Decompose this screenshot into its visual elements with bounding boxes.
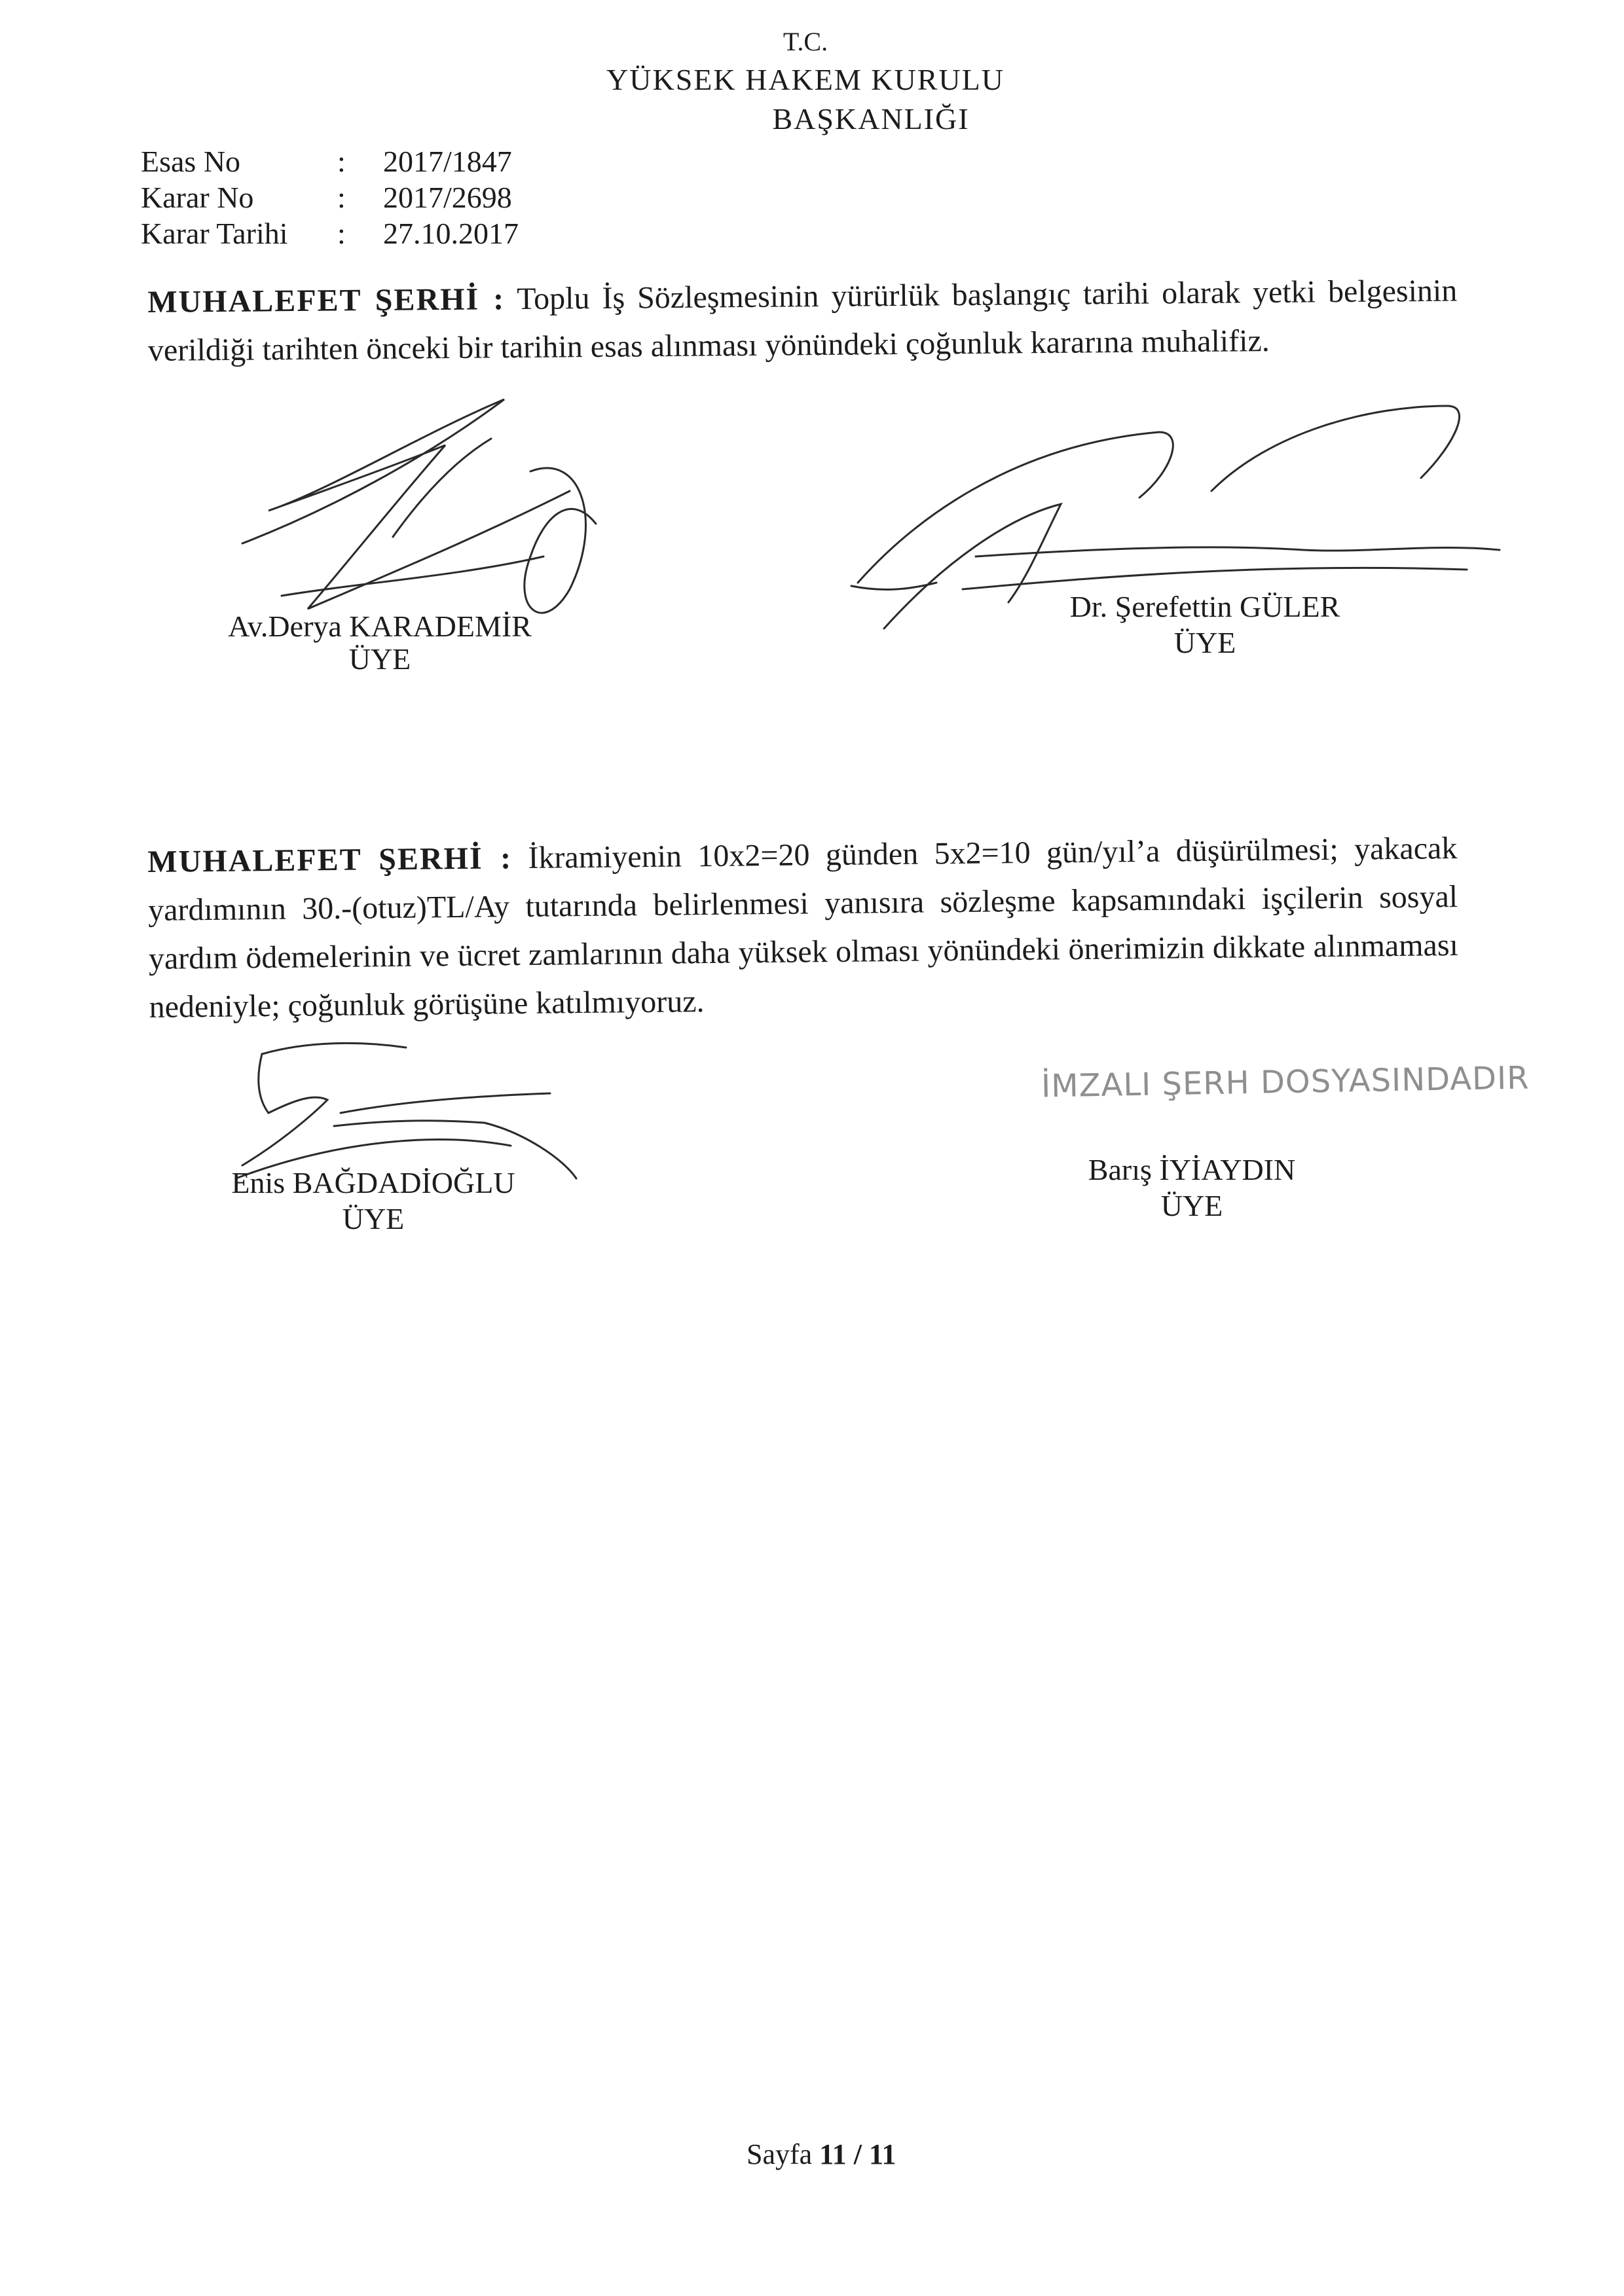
esas-value: 2017/1847: [383, 145, 512, 178]
signatory-role-2: ÜYE: [1173, 626, 1236, 659]
karar-value: 2017/2698: [383, 181, 512, 214]
signatory-name-4: Barış İYİAYDIN: [1088, 1153, 1296, 1186]
page-footer: [747, 2138, 896, 2171]
dissent-heading: MUHALEFET ŞERHİ :: [147, 282, 506, 319]
tarih-value: 27.10.2017: [383, 217, 519, 250]
esas-label: Esas No: [141, 145, 241, 178]
signatory-role-3: ÜYE: [342, 1202, 405, 1235]
signatory-name-1: Av.Derya KARADEMİR: [228, 610, 532, 643]
dissent-paragraph-1: [147, 267, 1458, 375]
karar-label: Karar No: [141, 181, 254, 214]
dissent-text: Toplu İş Sözleşmesinin yürürlük başlangıç tarihi olarak yetki belgesinin verildiği tarihten önceki bir tarihin esas alınması yönündeki çoğunluk kararına muhalifiz.: [147, 273, 1458, 368]
dissent-paragraph-2: [147, 824, 1459, 1032]
signatory-role-1: ÜYE: [348, 642, 411, 676]
page-number: 11 / 11: [819, 2138, 896, 2170]
footer-prefix: Sayfa: [747, 2138, 813, 2170]
meta-tarih-row: [141, 216, 519, 251]
colon: :: [337, 217, 346, 250]
colon: :: [337, 145, 346, 178]
tarih-label: Karar Tarihi: [141, 217, 288, 250]
colon: :: [337, 181, 346, 214]
dissent-text: İkramiyenin 10x2=20 günden 5x2=10 gün/yıl’a düşürülmesi; yakacak yardımının 30.-(otuz)TL/Ay tutarında belirlenmesi yanısıra sözleşme kapsamındaki işçilerin sosyal yardım ödemelerinin ve ücret zamlarının daha yüksek olması yönündeki önerimizin dikkate alınmaması nedeniyle; çoğunluk görüşüne katılmıyoruz.: [147, 831, 1459, 1025]
dissent-heading: MUHALEFET ŞERHİ :: [147, 841, 513, 879]
signatory-name-3: Enis BAĞDADİOĞLU: [231, 1166, 515, 1199]
header-organization: YÜKSEK HAKEM KURULU: [606, 63, 1005, 96]
meta-karar-row: [141, 180, 512, 215]
meta-esas-row: [141, 144, 512, 179]
signatory-role-4: ÜYE: [1160, 1189, 1223, 1222]
header-tc: T.C.: [783, 27, 828, 56]
signed-dissent-stamp: İMZALI ŞERH DOSYASINDADIR: [1041, 1059, 1530, 1105]
signatory-name-2: Dr. Şerefettin GÜLER: [1069, 590, 1340, 623]
header-department: BAŞKANLIĞI: [772, 102, 970, 136]
